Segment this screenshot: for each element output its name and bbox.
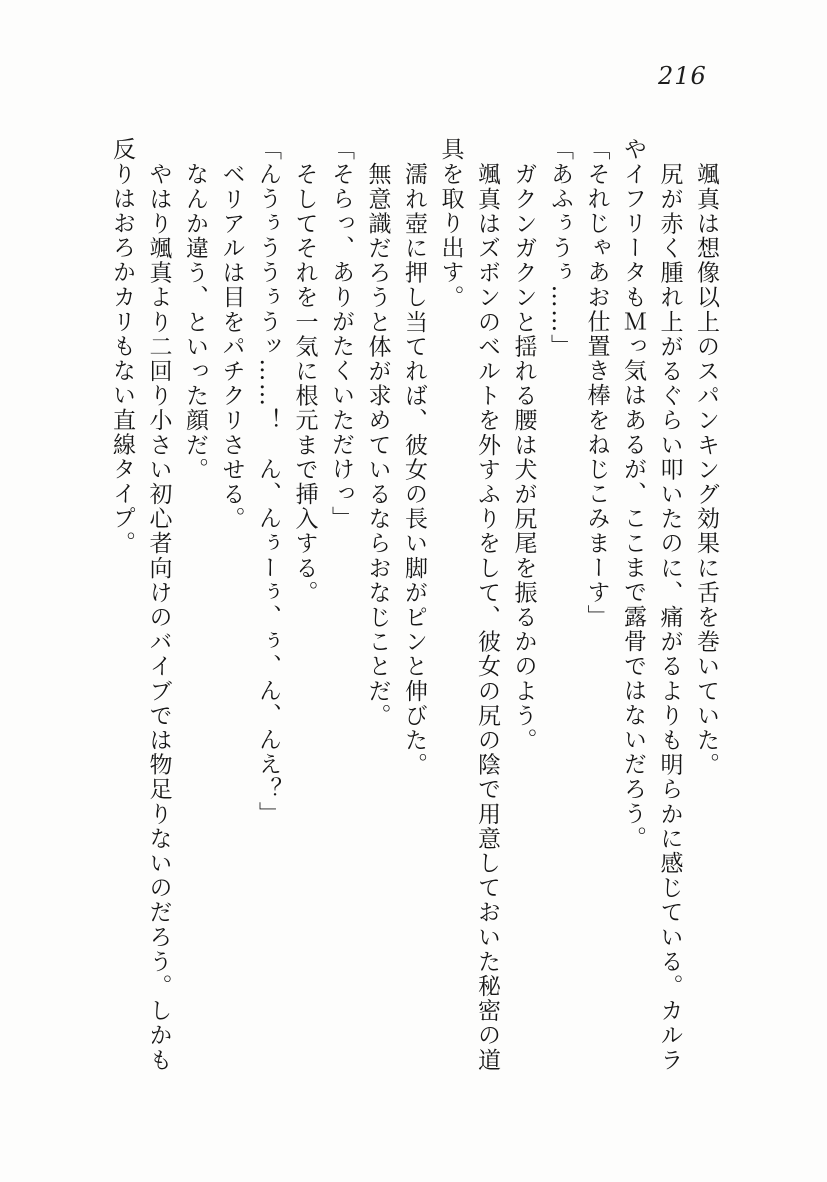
- paragraph: ベリアルは目をパチクリさせる。: [218, 162, 245, 531]
- paragraph-dialogue: 「そらっ、ありがたくいただけっ」: [328, 137, 354, 531]
- paragraph: やはり颯真より二回り小さい初心者向けのバイブでは物足りないのだろう。しかも反りはおろかカリもない直線タイプ。: [109, 137, 172, 1073]
- paragraph: なんか違う、といった顔だ。: [182, 162, 208, 482]
- paragraph: そしてそれを一気に根元まで挿入する。: [291, 162, 318, 605]
- paragraph: 無意識だろうと体が求めているならおなじことだ。: [364, 162, 391, 728]
- paragraph: ガクンガクンと揺れる腰は犬が尻尾を振るかのよう。: [510, 162, 537, 753]
- paragraph-dialogue: 「あふぅうぅ……」: [547, 137, 573, 359]
- novel-text-block: [104, 137, 725, 1077]
- paragraph-dialogue: 「それじゃあお仕置き棒をねじこみまーす」: [583, 137, 610, 629]
- paragraph-dialogue: 「んうぅううぅうッ……！ ん、んぅーぅ、ぅ、ん、んえ？」: [255, 137, 281, 826]
- paragraph: 颯真はズボンのベルトを外すふりをして、彼女の尻の陰で用意しておいた秘密の道具を取り出す。: [437, 137, 500, 1073]
- page-number: 216: [658, 62, 707, 90]
- paragraph: 颯真は想像以上のスパンキング効果に舌を巻いていた。: [693, 162, 719, 777]
- paragraph: 濡れ壺に押し当てれば、彼女の長い脚がピンと伸びた。: [401, 162, 427, 777]
- paragraph: 尻が赤く腫れ上がるぐらい叩いたのに、痛がるよりも明らかに感じている。カルラやイフリータもＭっ気はあるが、ここまで露骨ではないだろう。: [620, 137, 683, 1073]
